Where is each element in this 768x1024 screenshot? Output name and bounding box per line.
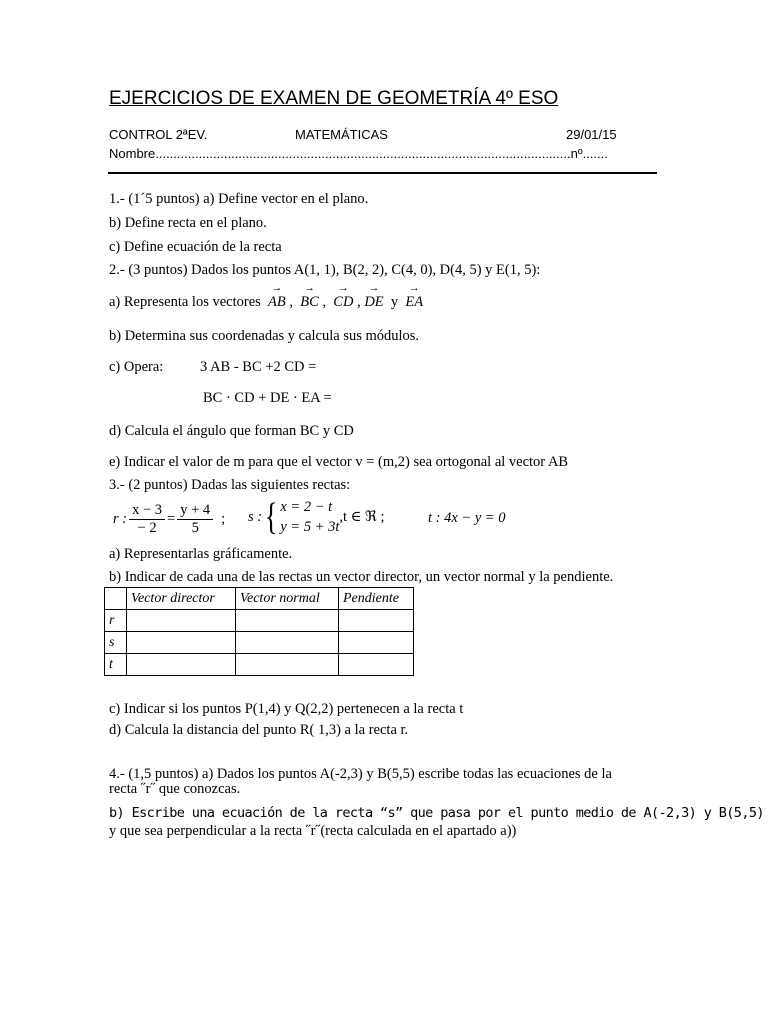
lines-table <box>104 587 414 676</box>
name-field-line: Nombre...................................................................................................................nº....... <box>109 146 608 161</box>
subject-label: MATEMÁTICAS <box>295 127 388 142</box>
r-num1: x − 3 <box>129 502 165 520</box>
r-fraction-2 <box>177 502 213 537</box>
cell-pendiente-r[interactable] <box>339 610 414 632</box>
cell-pendiente-t[interactable] <box>339 654 414 676</box>
vector-cd: → CD <box>333 294 353 311</box>
table-row <box>105 610 414 632</box>
q4-a-line2: recta ˝r˝ que conozcas. <box>109 781 241 797</box>
row-label-t: t <box>105 654 127 676</box>
q3-c: c) Indicar si los puntos P(1,4) y Q(2,2) pertenecen a la recta t <box>109 701 464 717</box>
cell-normal-t[interactable] <box>236 654 339 676</box>
q4-b-line1: b) Escribe una ecuación de la recta “s” que pasa por el punto medio de A(-2,3) y B(5,5) <box>109 805 764 821</box>
row-label-r: r <box>105 610 127 632</box>
header-divider <box>108 172 657 174</box>
q3-intro: 3.- (2 puntos) Dadas las siguientes rectas: <box>109 477 351 493</box>
row-label-s: s <box>105 632 127 654</box>
s-eq1: x = 2 − t <box>280 499 333 515</box>
q2-c-op1: 3 AB - BC +2 CD = <box>200 359 317 375</box>
equation-r: r : $\frac{x - 3}{- 2}$ = $\frac{y + 4}{5}$ ; <box>113 502 226 536</box>
r-num2: y + 4 <box>177 502 213 520</box>
table-row <box>105 632 414 654</box>
table-header-normal: Vector normal <box>236 588 339 610</box>
cell-pendiente-s[interactable] <box>339 632 414 654</box>
s-eq2: y = 5 + 3t <box>280 519 340 535</box>
q2-intro-text: 2.- (3 puntos) Dados los puntos <box>109 262 294 278</box>
vector-de: → DE <box>364 294 383 311</box>
q2-e: e) Indicar el valor de m para que el vector v = (m,2) sea ortogonal al vector AB <box>109 454 569 470</box>
r-label: r : <box>113 511 128 527</box>
vector-ab: → AB <box>268 294 286 311</box>
table-header-empty <box>105 588 127 610</box>
r-den2: 5 <box>191 520 199 536</box>
q3-d: d) Calcula la distancia del punto R( 1,3) a la recta r. <box>109 722 409 738</box>
q4-b-line2: y que sea perpendicular a la recta ˝r˝(recta calculada en el apartado a)) <box>109 823 517 839</box>
page-title: EJERCICIOS DE EXAMEN DE GEOMETRÍA 4º ESO <box>109 88 559 109</box>
r-fraction-1 <box>129 502 165 537</box>
cell-director-s[interactable] <box>127 632 236 654</box>
table-header-pendiente: Pendiente <box>339 588 414 610</box>
q3-b: b) Indicar de cada una de las rectas un vector director, un vector normal y la pendiente. <box>109 569 614 585</box>
q1-a: 1.- (1´5 puntos) a) Define vector en el plano. <box>109 191 369 207</box>
q2-intro <box>109 262 540 279</box>
date-label: 29/01/15 <box>566 127 617 142</box>
equation-t: t : 4x − y = 0 <box>428 510 506 526</box>
cell-normal-s[interactable] <box>236 632 339 654</box>
q2-c-label: c) Opera: <box>109 359 164 375</box>
q2-points: A(1, 1), B(2, 2), C(4, 0), D(4, 5) y E(1, 5): <box>293 262 541 278</box>
cell-director-t[interactable] <box>127 654 236 676</box>
q2-c-op2: BC · CD + DE · EA = <box>203 390 332 406</box>
q2-d: d) Calcula el ángulo que forman BC y CD <box>109 423 354 439</box>
vector-ea: → EA <box>405 294 423 311</box>
q2-a-label: a) Representa los vectores <box>109 294 261 310</box>
s-param: ,t ∈ ℜ ; <box>339 508 385 525</box>
table-header-row <box>105 588 414 610</box>
table-header-director: Vector director <box>127 588 236 610</box>
control-label: CONTROL 2ªEV. <box>109 127 208 142</box>
r-den1: − 2 <box>137 520 157 536</box>
cell-director-r[interactable] <box>127 610 236 632</box>
table-row <box>105 654 414 676</box>
q4-a-line1: 4.- (1,5 puntos) a) Dados los puntos A(-2,3) y B(5,5) escribe todas las ecuaciones de la <box>109 766 612 782</box>
s-label: s : <box>248 508 263 525</box>
cell-normal-r[interactable] <box>236 610 339 632</box>
q1-b: b) Define recta en el plano. <box>109 215 267 231</box>
q2-a: a) Representa los vectores → AB , → BC , → CD , → DE y → EA <box>109 294 423 311</box>
equation-s: s : { x = 2 − t y = 5 + 3t ,t ∈ ℜ ; <box>248 496 385 538</box>
q1-c: c) Define ecuación de la recta <box>109 239 282 255</box>
q3-a: a) Representarlas gráficamente. <box>109 546 293 562</box>
q2-b: b) Determina sus coordenadas y calcula sus módulos. <box>109 328 420 344</box>
vector-bc: → BC <box>300 294 319 311</box>
s-system <box>280 497 339 537</box>
